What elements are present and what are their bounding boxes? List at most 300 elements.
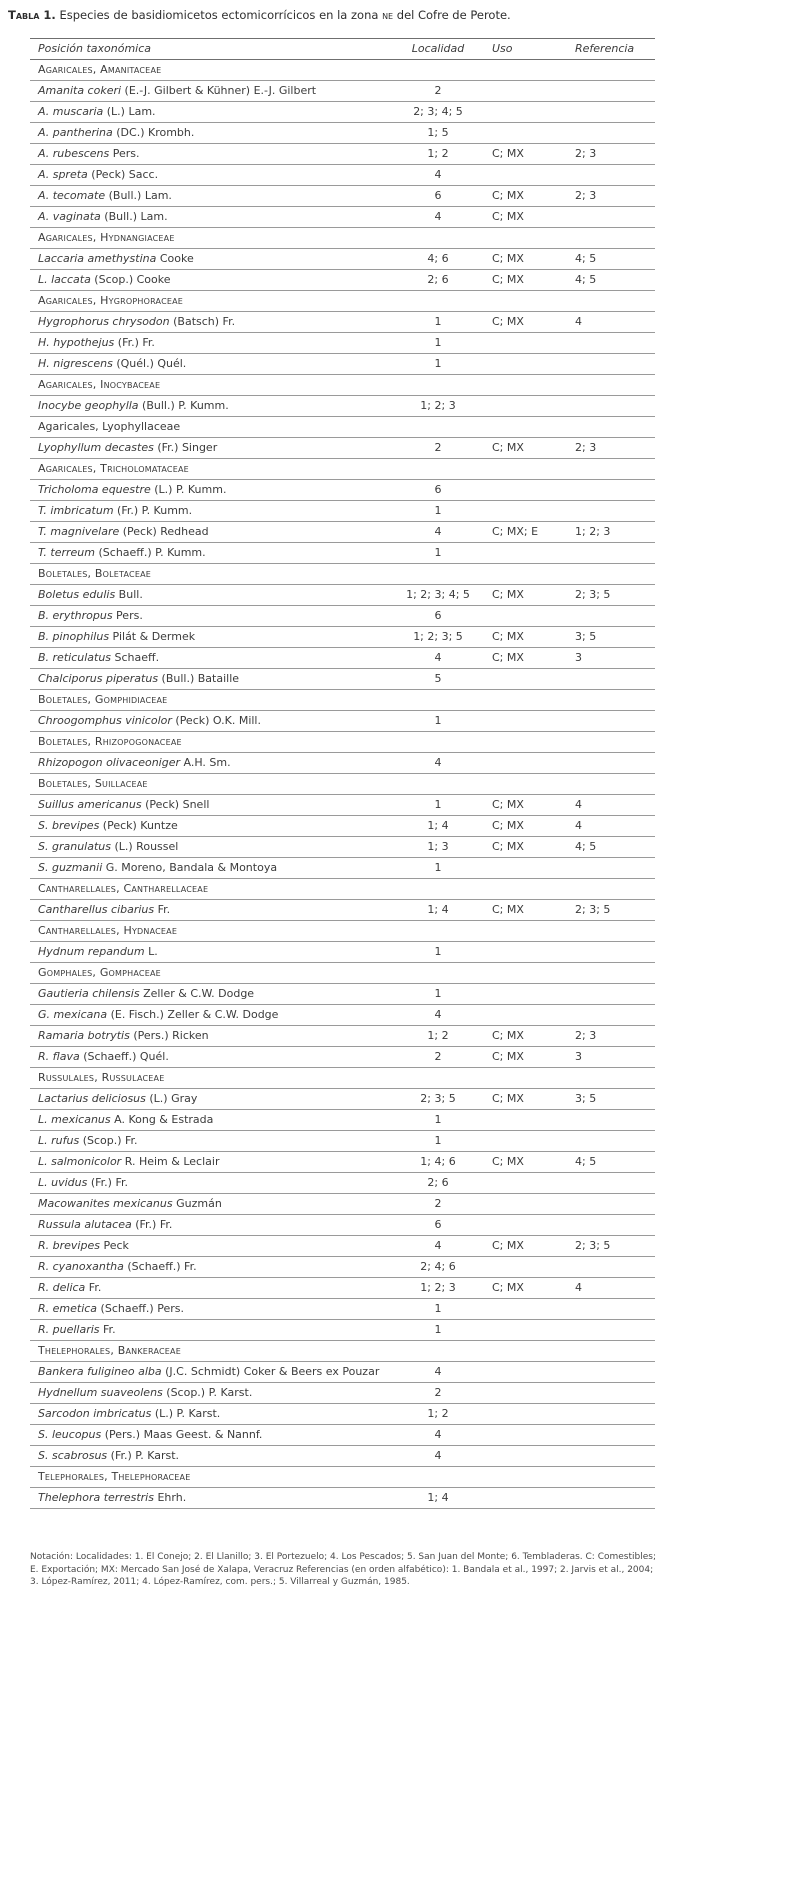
species-name: L. salmonicolor (38, 1155, 122, 1168)
uso-cell (476, 1320, 573, 1341)
referencia-cell (573, 1488, 655, 1509)
species-row (30, 312, 655, 333)
taxon-cell (30, 1320, 400, 1341)
taxon-cell (30, 585, 400, 606)
section-row (30, 1467, 655, 1488)
localidad-cell: 4 (400, 648, 476, 669)
taxon-cell (30, 606, 400, 627)
species-row (30, 1194, 655, 1215)
section-row (30, 963, 655, 984)
species-name: Bankera fuligineo alba (38, 1365, 162, 1378)
uso-cell: C; MX (476, 1089, 573, 1110)
species-authority: (L.) Gray (145, 1092, 198, 1105)
section-label: Gomphales, Gomphaceae (30, 963, 655, 984)
localidad-cell: 1; 2; 3 (400, 396, 476, 417)
taxon-cell (30, 207, 400, 228)
taxon-cell (30, 438, 400, 459)
uso-cell: C; MX (476, 1026, 573, 1047)
uso-cell (476, 81, 573, 102)
section-row (30, 291, 655, 312)
species-authority: (Fr.) Fr. (87, 1176, 129, 1189)
species-row (30, 585, 655, 606)
species-authority: Fr. (85, 1281, 102, 1294)
uso-cell (476, 354, 573, 375)
uso-cell: C; MX (476, 249, 573, 270)
table-caption-text-pre: Especies de basidiomicetos ectomicorrícicos en la zona (59, 8, 383, 22)
species-name: Macowanites mexicanus (38, 1197, 173, 1210)
section-label: Telephorales, Thelephoraceae (30, 1467, 655, 1488)
referencia-cell (573, 102, 655, 123)
section-row (30, 417, 655, 438)
referencia-cell (573, 1404, 655, 1425)
taxon-cell (30, 858, 400, 879)
species-authority: (E.-J. Gilbert & Kühner) E.-J. Gilbert (121, 84, 317, 97)
localidad-cell: 1; 2; 3 (400, 1278, 476, 1299)
species-authority: Schaeff. (111, 651, 160, 664)
localidad-cell: 1; 4 (400, 816, 476, 837)
referencia-cell (573, 711, 655, 732)
species-row (30, 1173, 655, 1194)
localidad-cell: 4 (400, 1236, 476, 1257)
species-authority: (L.) Roussel (110, 840, 179, 853)
taxon-cell (30, 1110, 400, 1131)
species-authority: (Bull.) Lam. (100, 210, 168, 223)
localidad-cell: 2 (400, 438, 476, 459)
species-name: Sarcodon imbricatus (38, 1407, 152, 1420)
species-authority: (Peck) Sacc. (87, 168, 159, 181)
referencia-cell: 2; 3 (573, 144, 655, 165)
localidad-cell: 2 (400, 81, 476, 102)
header-row (30, 39, 655, 60)
localidad-cell: 1 (400, 312, 476, 333)
localidad-cell: 1; 3 (400, 837, 476, 858)
uso-cell (476, 1446, 573, 1467)
species-name: S. granulatus (38, 840, 111, 853)
uso-cell (476, 1215, 573, 1236)
taxon-cell (30, 984, 400, 1005)
species-row (30, 165, 655, 186)
species-name: A. vaginata (38, 210, 101, 223)
uso-cell (476, 984, 573, 1005)
col-header-localidad: Localidad (400, 39, 476, 60)
referencia-cell: 4 (573, 312, 655, 333)
referencia-cell: 4; 5 (573, 837, 655, 858)
localidad-cell: 6 (400, 1215, 476, 1236)
species-authority: Pilát & Dermek (109, 630, 196, 643)
species-row (30, 144, 655, 165)
species-name: R. puellaris (38, 1323, 100, 1336)
species-authority: Zeller & C.W. Dodge (139, 987, 255, 1000)
species-authority: A.H. Sm. (180, 756, 231, 769)
referencia-cell (573, 1320, 655, 1341)
localidad-cell: 1 (400, 795, 476, 816)
referencia-cell (573, 606, 655, 627)
localidad-cell: 5 (400, 669, 476, 690)
species-row (30, 1047, 655, 1068)
section-label: Boletales, Boletaceae (30, 564, 655, 585)
species-authority: (J.C. Schmidt) Coker & Beers ex Pouzar (161, 1365, 380, 1378)
taxon-cell (30, 1215, 400, 1236)
referencia-cell (573, 1383, 655, 1404)
referencia-cell (573, 1299, 655, 1320)
taxon-cell (30, 1446, 400, 1467)
uso-cell: C; MX; E (476, 522, 573, 543)
taxon-cell (30, 81, 400, 102)
species-name: Hydnum repandum (38, 945, 145, 958)
referencia-cell (573, 123, 655, 144)
species-authority: (Batsch) Fr. (169, 315, 236, 328)
uso-cell: C; MX (476, 270, 573, 291)
section-row (30, 375, 655, 396)
species-name: Laccaria amethystina (38, 252, 157, 265)
taxon-cell (30, 123, 400, 144)
referencia-cell (573, 501, 655, 522)
section-label: Agaricales, Hygrophoraceae (30, 291, 655, 312)
species-name: T. imbricatum (38, 504, 114, 517)
species-name: Amanita cokeri (38, 84, 122, 97)
species-authority: Peck (99, 1239, 129, 1252)
species-name: L. uvidus (38, 1176, 88, 1189)
localidad-cell: 4 (400, 1425, 476, 1446)
species-row (30, 81, 655, 102)
species-row (30, 1152, 655, 1173)
species-row (30, 522, 655, 543)
section-label: Thelephorales, Bankeraceae (30, 1341, 655, 1362)
referencia-cell (573, 81, 655, 102)
taxon-cell (30, 900, 400, 921)
referencia-cell: 2; 3 (573, 1026, 655, 1047)
section-row (30, 60, 655, 81)
referencia-cell (573, 354, 655, 375)
species-name: R. delica (38, 1281, 86, 1294)
taxon-cell (30, 1089, 400, 1110)
uso-cell (476, 711, 573, 732)
species-name: H. nigrescens (38, 357, 113, 370)
species-authority: (Schaeff.) Fr. (123, 1260, 197, 1273)
referencia-cell (573, 858, 655, 879)
referencia-cell: 4 (573, 795, 655, 816)
uso-cell (476, 396, 573, 417)
section-label: Boletales, Gomphidiaceae (30, 690, 655, 711)
taxon-cell (30, 1131, 400, 1152)
species-row (30, 795, 655, 816)
species-authority: Fr. (154, 903, 171, 916)
species-name: Ramaria botrytis (38, 1029, 130, 1042)
section-label: Boletales, Suillaceae (30, 774, 655, 795)
species-authority: Ehrh. (153, 1491, 187, 1504)
species-row (30, 711, 655, 732)
species-row (30, 1488, 655, 1509)
referencia-cell (573, 396, 655, 417)
species-authority: Cooke (156, 252, 194, 265)
species-row (30, 543, 655, 564)
section-label: Russulales, Russulaceae (30, 1068, 655, 1089)
section-row (30, 879, 655, 900)
table-caption-text-post: del Cofre de Perote. (393, 8, 511, 22)
localidad-cell: 1 (400, 354, 476, 375)
species-name: Chroogomphus vinicolor (38, 714, 172, 727)
species-name: Inocybe geophylla (38, 399, 139, 412)
species-row (30, 186, 655, 207)
taxon-cell (30, 396, 400, 417)
taxon-cell (30, 816, 400, 837)
taxon-cell (30, 1362, 400, 1383)
localidad-cell: 1; 4; 6 (400, 1152, 476, 1173)
localidad-cell: 1 (400, 858, 476, 879)
species-authority: (Fr.) P. Karst. (107, 1449, 180, 1462)
col-header-uso: Uso (476, 39, 573, 60)
localidad-cell: 1; 2 (400, 144, 476, 165)
taxon-cell (30, 1299, 400, 1320)
species-authority: Guzmán (172, 1197, 222, 1210)
uso-cell (476, 1131, 573, 1152)
species-row (30, 480, 655, 501)
species-authority: (Scop.) Fr. (79, 1134, 138, 1147)
localidad-cell: 2; 3; 4; 5 (400, 102, 476, 123)
referencia-cell: 4 (573, 816, 655, 837)
localidad-cell: 6 (400, 606, 476, 627)
uso-cell: C; MX (476, 186, 573, 207)
species-authority: (Quél.) Quél. (112, 357, 187, 370)
taxon-cell (30, 627, 400, 648)
uso-cell: C; MX (476, 900, 573, 921)
uso-cell (476, 1173, 573, 1194)
species-name: L. mexicanus (38, 1113, 111, 1126)
uso-cell (476, 1404, 573, 1425)
uso-cell: C; MX (476, 438, 573, 459)
species-name: S. leucopus (38, 1428, 102, 1441)
species-name: Gautieria chilensis (38, 987, 140, 1000)
localidad-cell: 4 (400, 165, 476, 186)
referencia-cell (573, 1194, 655, 1215)
species-authority: (Bull.) P. Kumm. (138, 399, 229, 412)
species-row (30, 942, 655, 963)
species-row (30, 1089, 655, 1110)
uso-cell (476, 1383, 573, 1404)
referencia-cell (573, 1005, 655, 1026)
species-authority: G. Moreno, Bandala & Montoya (102, 861, 278, 874)
localidad-cell: 2; 6 (400, 1173, 476, 1194)
taxon-cell (30, 753, 400, 774)
uso-cell (476, 753, 573, 774)
species-name: L. laccata (38, 273, 91, 286)
species-row (30, 501, 655, 522)
uso-cell (476, 102, 573, 123)
uso-cell (476, 480, 573, 501)
uso-cell: C; MX (476, 1278, 573, 1299)
species-name: Hygrophorus chrysodon (38, 315, 170, 328)
species-name: Russula alutacea (38, 1218, 132, 1231)
referencia-cell (573, 543, 655, 564)
uso-cell (476, 1299, 573, 1320)
section-row (30, 564, 655, 585)
species-authority: (Scop.) Cooke (90, 273, 171, 286)
taxon-cell (30, 1047, 400, 1068)
species-row (30, 753, 655, 774)
section-row (30, 459, 655, 480)
referencia-cell: 4; 5 (573, 270, 655, 291)
uso-cell: C; MX (476, 837, 573, 858)
species-row (30, 102, 655, 123)
species-row (30, 1404, 655, 1425)
species-row (30, 123, 655, 144)
species-row (30, 648, 655, 669)
referencia-cell (573, 207, 655, 228)
taxon-cell (30, 1383, 400, 1404)
taxon-cell (30, 1425, 400, 1446)
localidad-cell: 1 (400, 1320, 476, 1341)
localidad-cell: 4 (400, 1005, 476, 1026)
species-authority: (Pers.) Ricken (129, 1029, 209, 1042)
uso-cell: C; MX (476, 795, 573, 816)
uso-cell: C; MX (476, 1047, 573, 1068)
species-authority: (Bull.) Bataille (158, 672, 240, 685)
uso-cell: C; MX (476, 648, 573, 669)
species-authority: (L.) Lam. (103, 105, 156, 118)
species-row (30, 1320, 655, 1341)
taxon-cell (30, 1026, 400, 1047)
uso-cell (476, 942, 573, 963)
localidad-cell: 1; 5 (400, 123, 476, 144)
taxon-cell (30, 1404, 400, 1425)
species-authority: (Schaeff.) Quél. (79, 1050, 169, 1063)
localidad-cell: 1 (400, 333, 476, 354)
species-authority: (E. Fisch.) Zeller & C.W. Dodge (107, 1008, 279, 1021)
species-authority: Pers. (109, 147, 140, 160)
species-authority: (Schaeff.) P. Kumm. (95, 546, 206, 559)
species-row (30, 270, 655, 291)
taxon-cell (30, 1005, 400, 1026)
referencia-cell: 4; 5 (573, 249, 655, 270)
taxon-cell (30, 1173, 400, 1194)
referencia-cell (573, 984, 655, 1005)
referencia-cell (573, 753, 655, 774)
section-row (30, 1341, 655, 1362)
species-name: Thelephora terrestris (38, 1491, 154, 1504)
referencia-cell (573, 1446, 655, 1467)
species-name: B. pinophilus (38, 630, 110, 643)
taxon-cell (30, 711, 400, 732)
species-row (30, 438, 655, 459)
table-caption-label: Tabla 1. (8, 8, 56, 22)
taxon-cell (30, 648, 400, 669)
localidad-cell: 1; 2; 3; 4; 5 (400, 585, 476, 606)
taxon-cell (30, 249, 400, 270)
localidad-cell: 1 (400, 711, 476, 732)
species-row (30, 900, 655, 921)
species-row (30, 627, 655, 648)
species-authority: L. (144, 945, 158, 958)
referencia-cell: 2; 3; 5 (573, 900, 655, 921)
referencia-cell: 4; 5 (573, 1152, 655, 1173)
uso-cell (476, 1425, 573, 1446)
section-row (30, 732, 655, 753)
referencia-cell (573, 1362, 655, 1383)
species-name: Cantharellus cibarius (38, 903, 155, 916)
species-name: R. emetica (38, 1302, 98, 1315)
uso-cell (476, 1257, 573, 1278)
species-name: R. brevipes (38, 1239, 100, 1252)
species-table (30, 38, 655, 1509)
species-row (30, 669, 655, 690)
species-row (30, 1026, 655, 1047)
referencia-cell (573, 1425, 655, 1446)
section-label: Agaricales, Amanitaceae (30, 60, 655, 81)
species-name: A. muscaria (38, 105, 104, 118)
species-name: A. tecomate (38, 189, 106, 202)
referencia-cell: 3; 5 (573, 1089, 655, 1110)
taxon-cell (30, 1236, 400, 1257)
localidad-cell: 6 (400, 480, 476, 501)
species-row (30, 1131, 655, 1152)
section-row (30, 690, 655, 711)
uso-cell: C; MX (476, 1152, 573, 1173)
species-authority: (Peck) O.K. Mill. (171, 714, 261, 727)
species-name: L. rufus (38, 1134, 80, 1147)
species-name: T. terreum (38, 546, 95, 559)
uso-cell: C; MX (476, 312, 573, 333)
referencia-cell (573, 1131, 655, 1152)
section-label: Cantharellales, Cantharellaceae (30, 879, 655, 900)
uso-cell (476, 1362, 573, 1383)
referencia-cell: 3 (573, 648, 655, 669)
species-row (30, 816, 655, 837)
taxon-cell (30, 270, 400, 291)
species-authority: (Schaeff.) Pers. (97, 1302, 184, 1315)
uso-cell (476, 165, 573, 186)
localidad-cell: 1 (400, 543, 476, 564)
uso-cell (476, 333, 573, 354)
species-name: A. pantherina (38, 126, 113, 139)
section-label: Agaricales, Inocybaceae (30, 375, 655, 396)
referencia-cell: 2; 3 (573, 438, 655, 459)
referencia-cell: 2; 3 (573, 186, 655, 207)
localidad-cell: 2; 3; 5 (400, 1089, 476, 1110)
taxon-cell (30, 669, 400, 690)
localidad-cell: 4 (400, 1362, 476, 1383)
referencia-cell (573, 165, 655, 186)
taxon-cell (30, 1152, 400, 1173)
species-name: Suillus americanus (38, 798, 142, 811)
section-row (30, 228, 655, 249)
referencia-cell (573, 1110, 655, 1131)
taxon-cell (30, 543, 400, 564)
referencia-cell (573, 1257, 655, 1278)
localidad-cell: 4 (400, 1446, 476, 1467)
species-name: S. scabrosus (38, 1449, 108, 1462)
localidad-cell: 1; 2 (400, 1026, 476, 1047)
localidad-cell: 4 (400, 207, 476, 228)
species-name: S. brevipes (38, 819, 100, 832)
section-label: Agaricales, Lyophyllaceae (30, 417, 655, 438)
localidad-cell: 2 (400, 1194, 476, 1215)
taxon-cell (30, 354, 400, 375)
table-caption-zone: ne (382, 8, 394, 22)
uso-cell: C; MX (476, 816, 573, 837)
uso-cell (476, 123, 573, 144)
species-name: A. spreta (38, 168, 88, 181)
taxon-cell (30, 1278, 400, 1299)
referencia-cell: 2; 3; 5 (573, 585, 655, 606)
species-row (30, 1299, 655, 1320)
species-authority: Fr. (99, 1323, 116, 1336)
species-name: Lyophyllum decastes (38, 441, 154, 454)
taxon-cell (30, 165, 400, 186)
referencia-cell: 1; 2; 3 (573, 522, 655, 543)
species-table-body (30, 60, 655, 1509)
species-name: B. reticulatus (38, 651, 112, 664)
uso-cell (476, 1488, 573, 1509)
